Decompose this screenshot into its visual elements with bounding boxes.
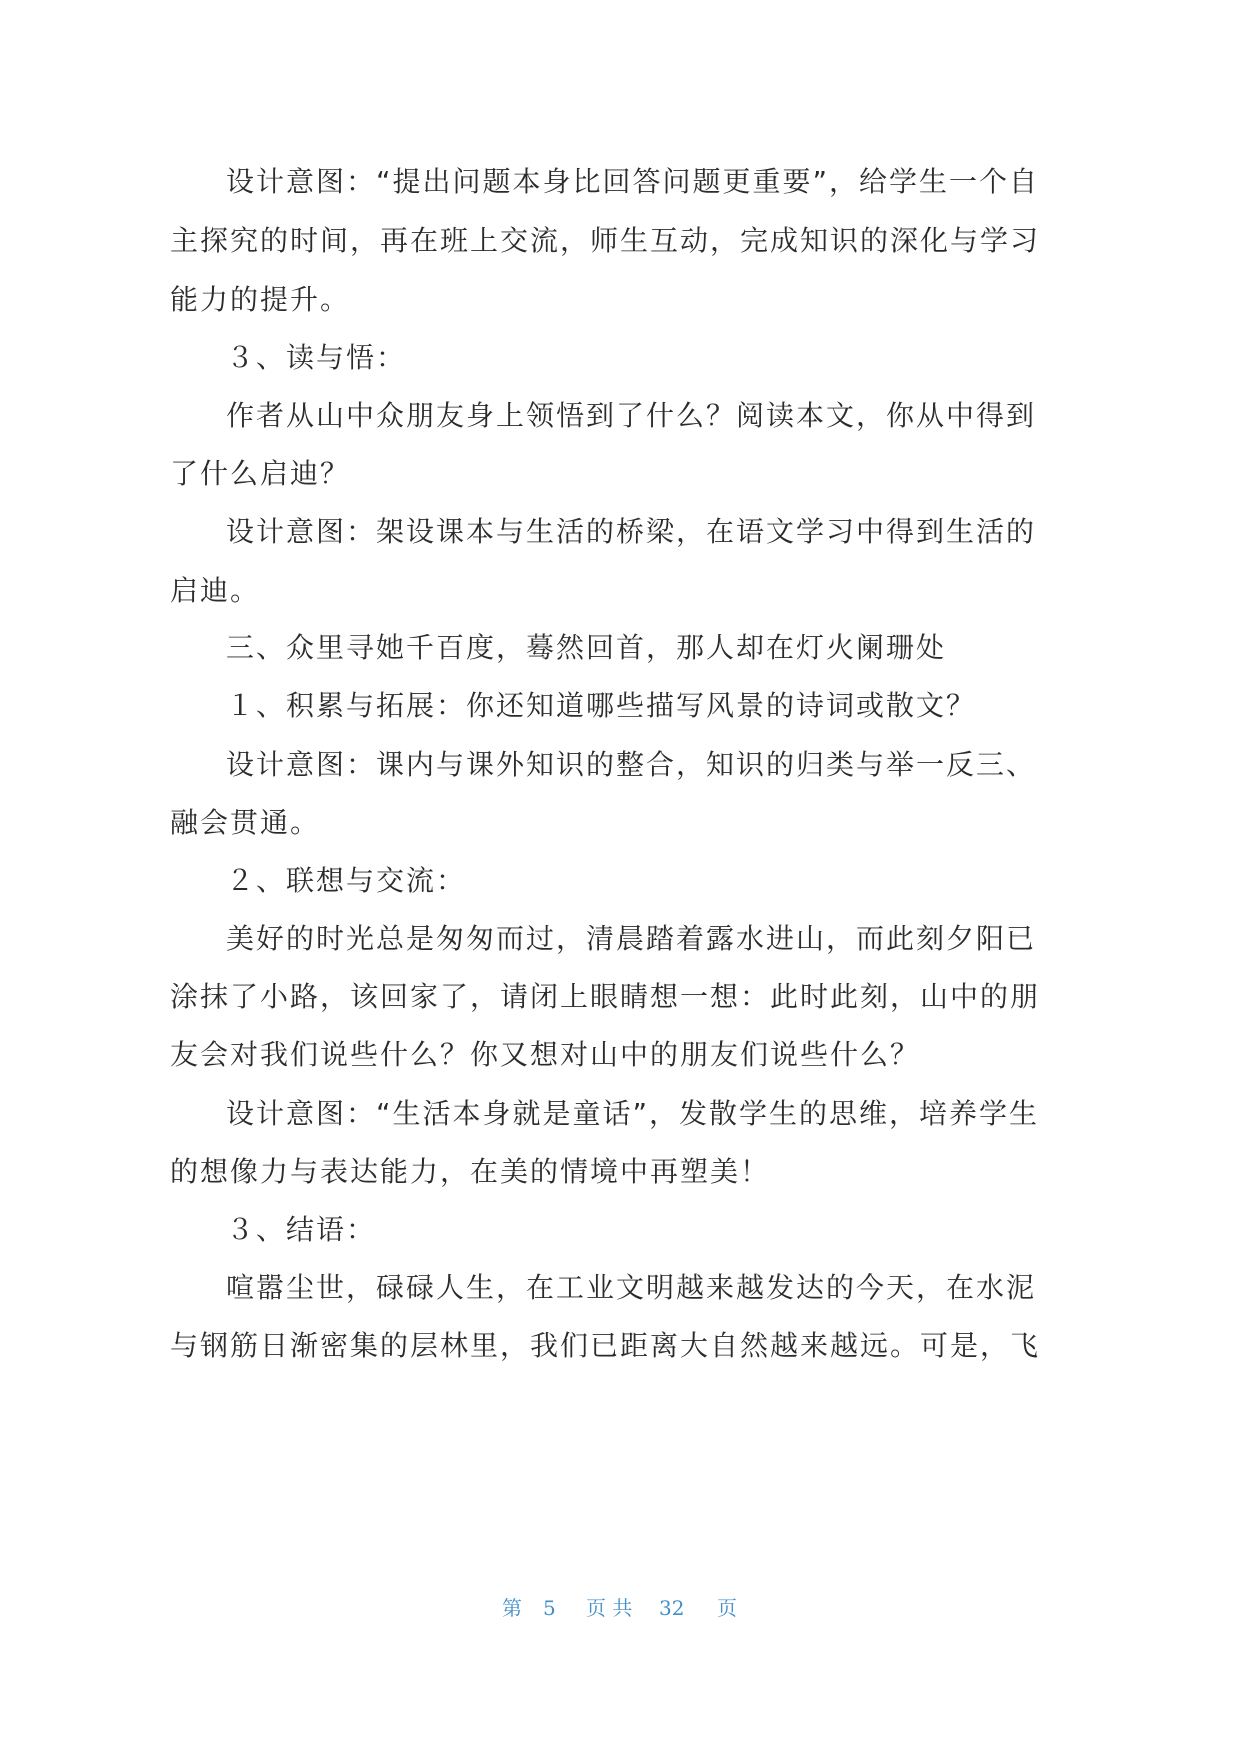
paragraph-line: 设计意图：架设课本与生活的桥梁，在语文学习中得到生活的	[226, 515, 1037, 548]
section-heading: 三、众里寻她千百度，蓦然回首，那人却在灯火阑珊处	[226, 631, 947, 664]
paragraph-line: 启迪。	[170, 574, 261, 607]
footer-middle: 页 共	[586, 1596, 633, 1620]
paragraph-line: 的想像力与表达能力，在美的情境中再塑美！	[170, 1155, 771, 1188]
footer-total-pages: 32	[659, 1596, 685, 1620]
section-heading: ２、联想与交流：	[226, 864, 467, 897]
paragraph-line: 设计意图：“提出问题本身比回答问题更重要”，给学生一个自	[226, 165, 1040, 198]
section-heading: １、积累与拓展：你还知道哪些描写风景的诗词或散文？	[226, 689, 977, 722]
paragraph-line: 涂抹了小路，该回家了，请闭上眼睛想一想：此时此刻，山中的朋	[170, 980, 1041, 1013]
paragraph-line: 友会对我们说些什么？你又想对山中的朋友们说些什么？	[170, 1038, 921, 1071]
footer-prefix: 第	[502, 1596, 522, 1620]
paragraph-line: 作者从山中众朋友身上领悟到了什么？阅读本文，你从中得到	[226, 399, 1037, 432]
paragraph-line: 喧嚣尘世，碌碌人生，在工业文明越来越发达的今天，在水泥	[226, 1271, 1037, 1304]
page-footer	[0, 1594, 1241, 1622]
paragraph-line: 设计意图：“生活本身就是童话”，发散学生的思维，培养学生	[226, 1097, 1040, 1130]
paragraph-line: 与钢筋日渐密集的层林里，我们已距离大自然越来越远。可是，飞	[170, 1329, 1041, 1362]
paragraph-line: 设计意图：课内与课外知识的整合，知识的归类与举一反三、	[226, 748, 1037, 781]
footer-suffix: 页	[717, 1596, 737, 1620]
paragraph-line: 主探究的时间，再在班上交流，师生互动，完成知识的深化与学习	[170, 224, 1041, 257]
paragraph-line: 能力的提升。	[170, 283, 351, 316]
section-heading: ３、读与悟：	[226, 341, 407, 374]
paragraph-line: 了什么启迪？	[170, 457, 351, 490]
section-heading: ３、结语：	[226, 1213, 377, 1246]
footer-page-number: 5	[543, 1596, 556, 1620]
paragraph-line: 融会贯通。	[170, 806, 321, 839]
paragraph-line: 美好的时光总是匆匆而过，清晨踏着露水进山，而此刻夕阳已	[226, 922, 1037, 955]
